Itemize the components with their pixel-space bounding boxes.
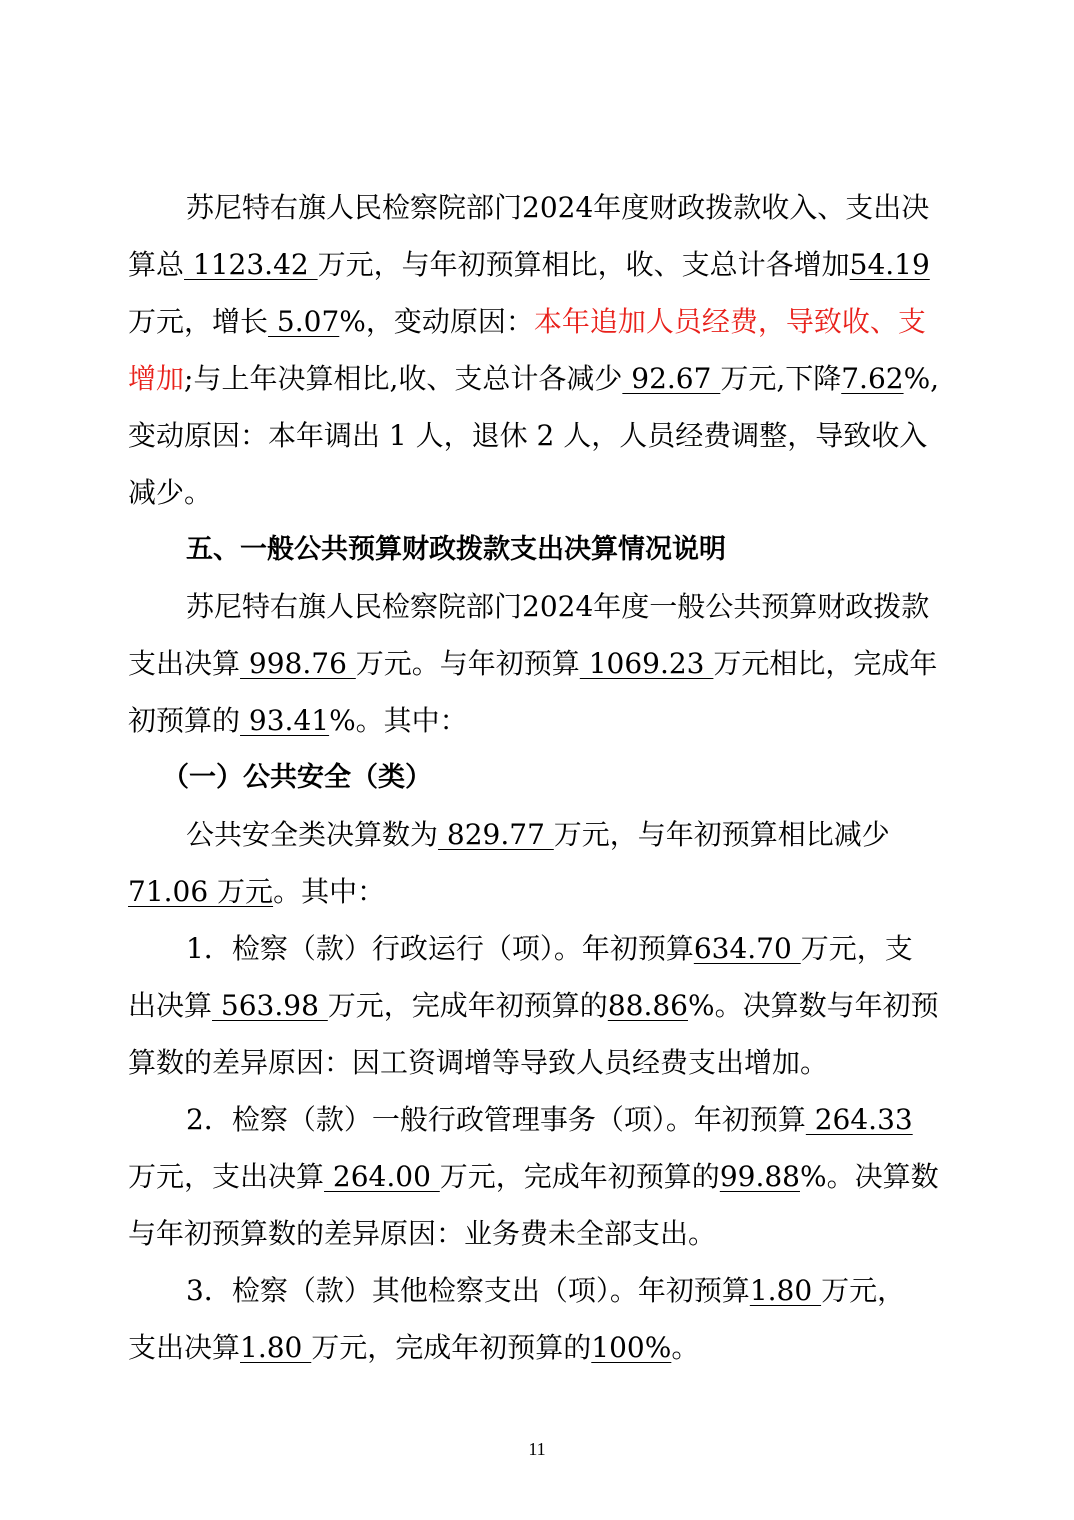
value-completion: 99.88 [719, 1160, 800, 1193]
text: 万元,下降 [720, 362, 842, 395]
value-budget: 1.80 [749, 1274, 822, 1307]
value-budget: 634.70 [693, 932, 801, 965]
value-increase: 54.19 [849, 248, 930, 281]
text: %，变动原因： [339, 305, 534, 338]
page-number: 11 [528, 1439, 546, 1459]
paragraph-line [186, 930, 948, 968]
paragraph-line [128, 474, 948, 512]
text: 出决算 [128, 989, 213, 1022]
paragraph-line [128, 1215, 948, 1253]
text: 万元。与年初预算 [355, 647, 580, 680]
value-budget: 264.33 [805, 1103, 913, 1136]
paragraph-line [128, 303, 948, 341]
value-total: 1123.42 [184, 248, 318, 281]
paragraph-line [128, 987, 948, 1025]
text: %。其中： [329, 704, 468, 737]
paragraph-line [128, 1158, 948, 1196]
value-decrease: 92.67 [622, 362, 721, 395]
paragraph-line [186, 1101, 948, 1139]
text: 与年初预算数的差异原因：业务费未全部支出。 [128, 1217, 717, 1250]
paragraph-line [128, 1044, 948, 1082]
text: 减少。 [128, 476, 213, 509]
value-completion: 93.41 [240, 704, 330, 737]
text: 1．检察（款）行政运行（项）。年初预算 [186, 932, 694, 965]
text: %。决算数与年初预 [687, 989, 939, 1022]
paragraph-line [128, 360, 948, 398]
text: 万元，完成年初预算的 [439, 1160, 720, 1193]
value-completion: 88.86 [607, 989, 688, 1022]
paragraph-line [128, 246, 948, 284]
value-public-safety: 829.77 [438, 818, 554, 851]
text: 万元，增长 [128, 305, 269, 338]
text: 初预算的 [128, 704, 241, 737]
paragraph-line [186, 816, 948, 854]
text: 变动原因：本年调出 1 人，退休 2 人，人员经费调整，导致收入 [128, 419, 928, 452]
text: 万元，完成年初预算的 [327, 989, 608, 1022]
text: %, [903, 362, 940, 395]
section-heading [186, 531, 948, 569]
text: 万元，与年初预算相比，收、支总计各增加 [317, 248, 850, 281]
paragraph-line [128, 873, 948, 911]
highlight-reason: 本年追加人员经费，导致收、支 [533, 305, 926, 338]
subsection-heading [162, 759, 948, 797]
value-budget: 1069.23 [579, 647, 714, 680]
paragraph-line [128, 1329, 948, 1367]
value-reduction: 71.06 万元 [128, 875, 274, 908]
paragraph-line [186, 189, 948, 227]
text: 万元，完成年初预算的 [311, 1331, 592, 1364]
heading-text: （一）公共安全（类） [162, 762, 432, 793]
paragraph-line [128, 417, 948, 455]
paragraph-line [186, 588, 948, 626]
value-growth: 5.07 [268, 305, 340, 338]
text: 万元相比，完成年 [713, 647, 938, 680]
highlight-reason: 增加 [128, 362, 185, 395]
value-expenditure: 563.98 [212, 989, 328, 1022]
paragraph-line [128, 645, 948, 683]
paragraph-line [128, 702, 948, 740]
value-decline: 7.62 [841, 362, 904, 395]
value-expenditure: 264.00 [324, 1160, 440, 1193]
text: 支出决算 [128, 647, 241, 680]
text: 公共安全类决算数为 [186, 818, 439, 851]
text: 。 [671, 1331, 700, 1364]
heading-text: 五、一般公共预算财政拨款支出决算情况说明 [186, 534, 726, 565]
text: 算总 [128, 248, 185, 281]
text: 万元，支 [800, 932, 913, 965]
text: 3．检察（款）其他检察支出（项）。年初预算 [186, 1274, 750, 1307]
paragraph-line [186, 1272, 948, 1310]
text: 算数的差异原因：因工资调增等导致人员经费支出增加。 [128, 1046, 829, 1079]
text: 万元，支出决算 [128, 1160, 325, 1193]
text: 苏尼特右旗人民检察院部门2024年度财政拨款收入、支出决 [186, 191, 930, 224]
text: 2．检察（款）一般行政管理事务（项）。年初预算 [186, 1103, 806, 1136]
text: %。决算数 [799, 1160, 939, 1193]
text: ;与上年决算相比,收、支总计各减少 [184, 362, 623, 395]
value-completion: 100% [591, 1331, 672, 1364]
text: 苏尼特右旗人民检察院部门2024年度一般公共预算财政拨款 [186, 590, 930, 623]
text: 。其中： [273, 875, 386, 908]
text: 支出决算 [128, 1331, 241, 1364]
text: 万元， [821, 1274, 906, 1307]
value-expenditure: 998.76 [240, 647, 356, 680]
value-expenditure: 1.80 [240, 1331, 312, 1364]
text: 万元，与年初预算相比减少 [553, 818, 890, 851]
